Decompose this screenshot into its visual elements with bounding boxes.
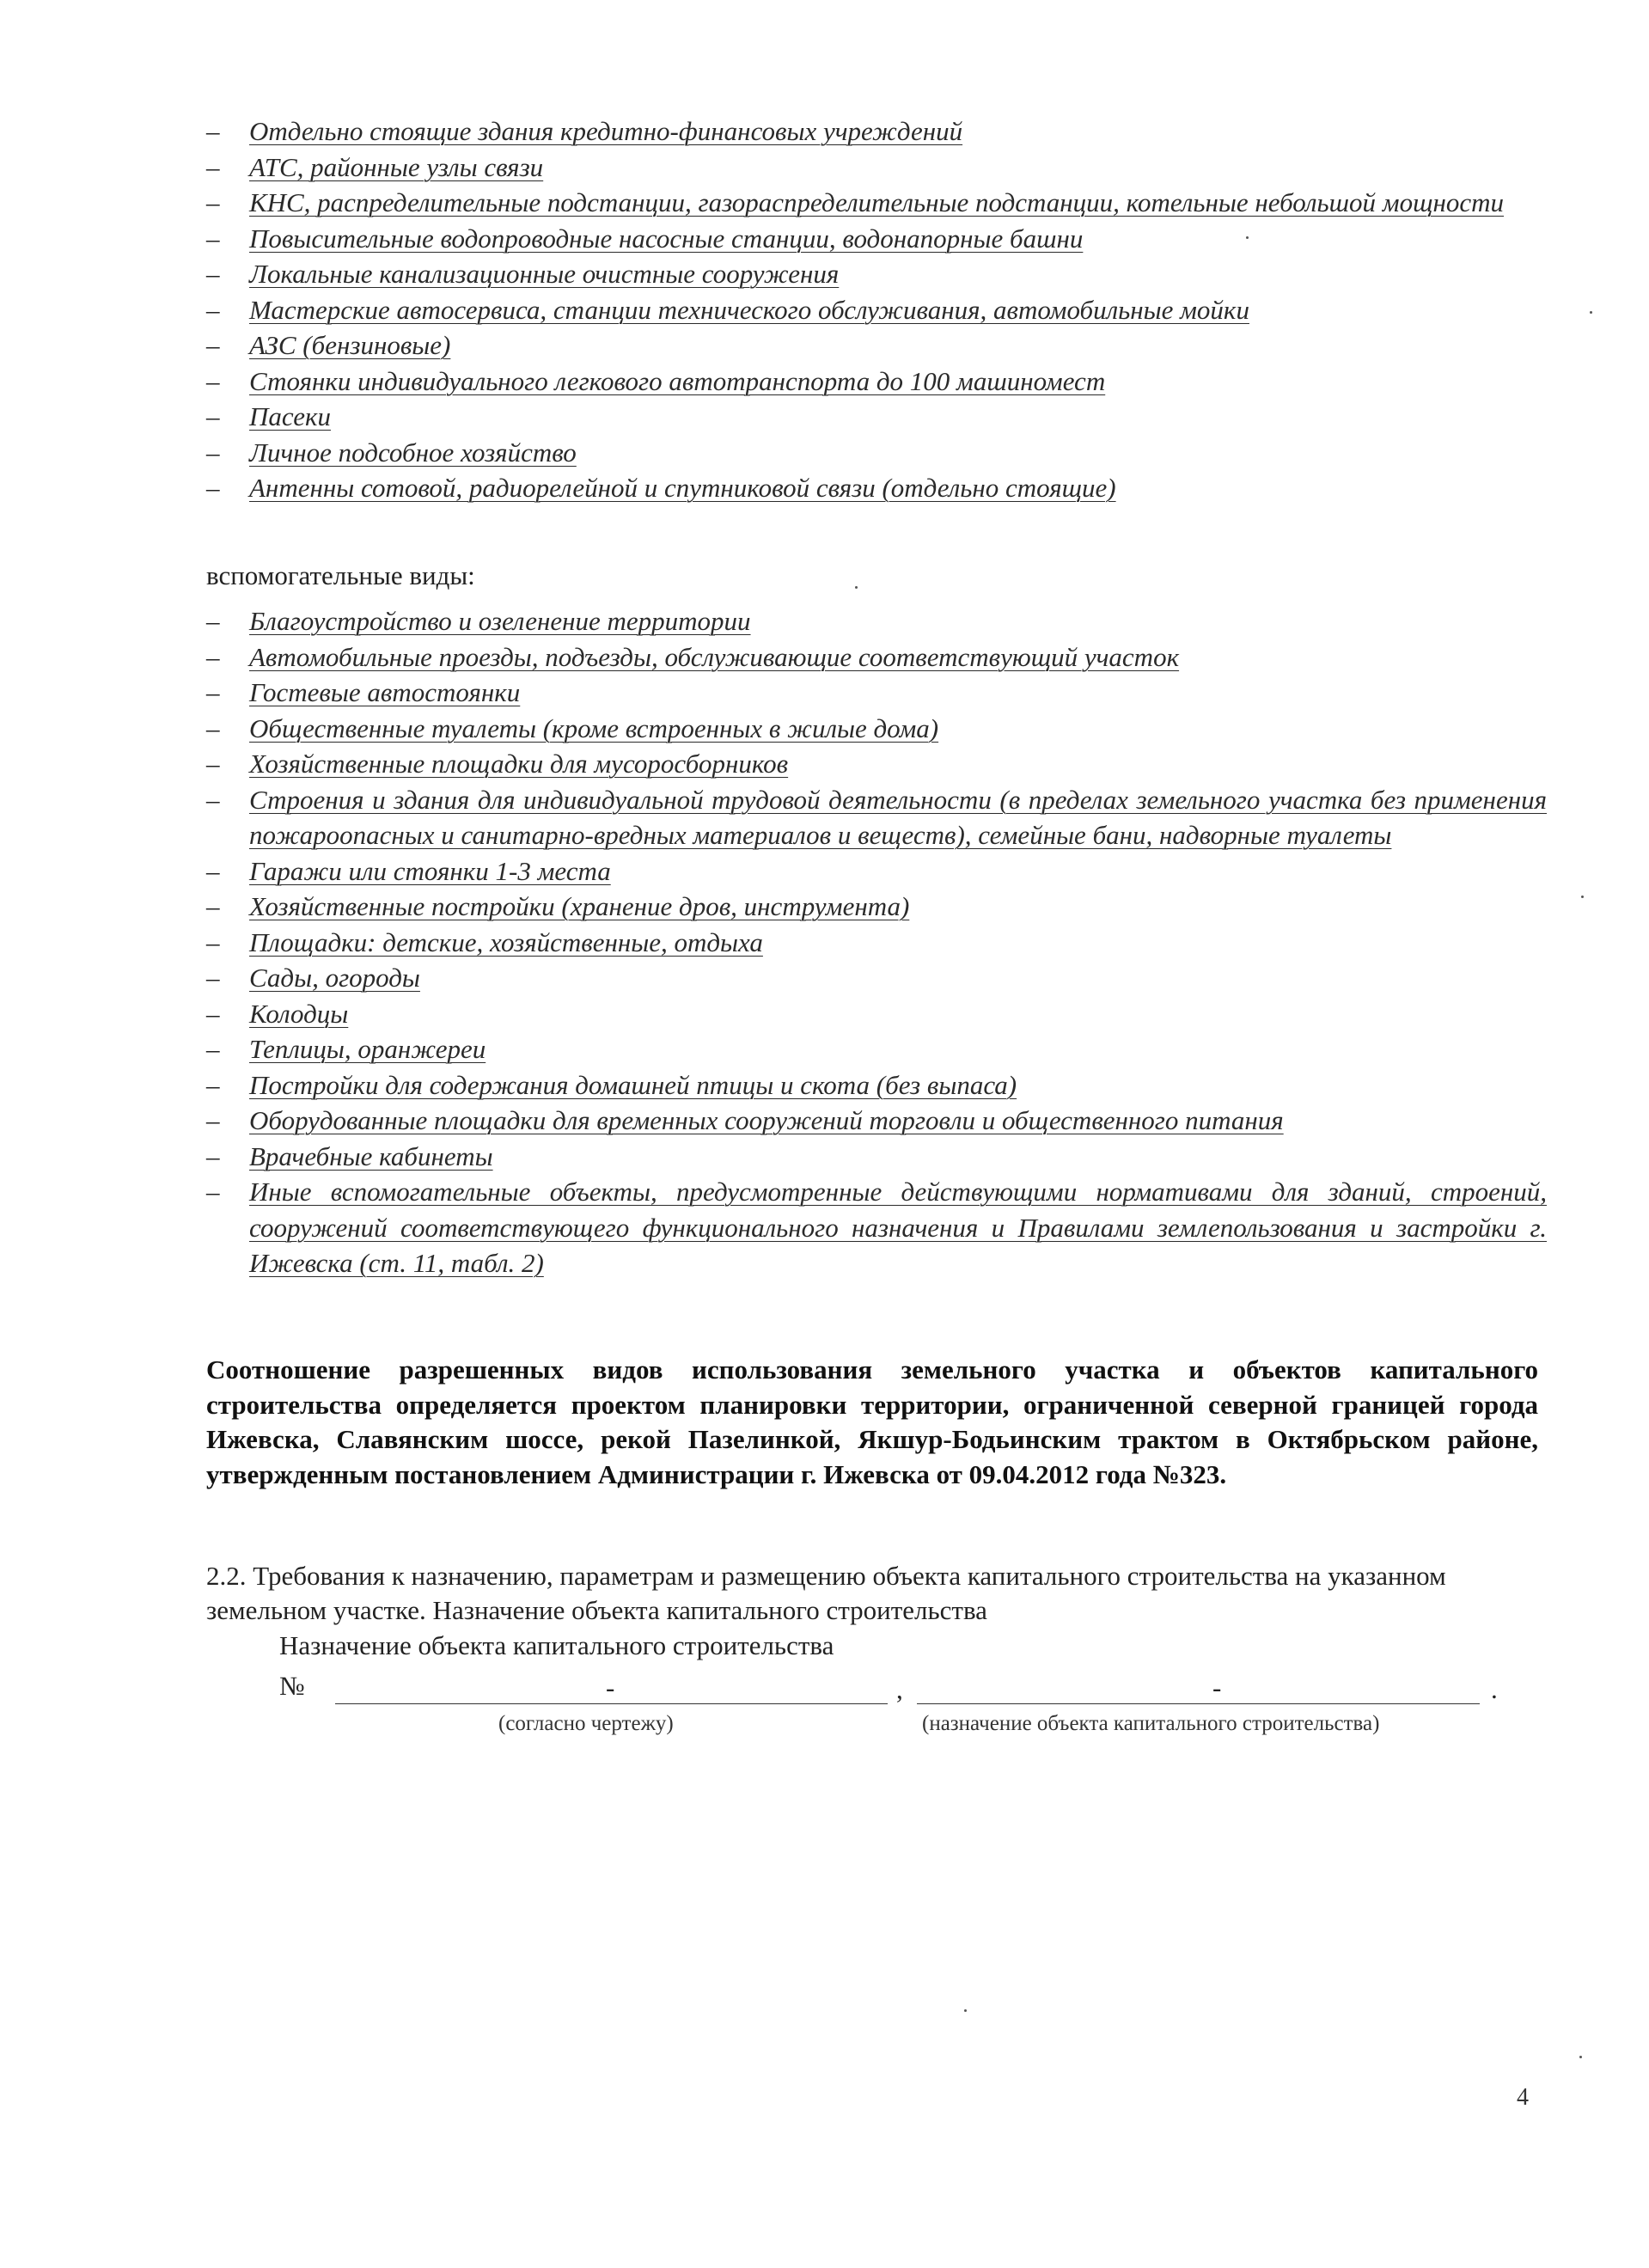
list-item — [206, 853, 1547, 889]
list-dash: – — [206, 223, 220, 254]
list-dash: – — [206, 294, 220, 325]
list-item-text: Иные вспомогательные объекты, предусмотренные действующими нормативами для зданий, строений, сооружений соответствующего функционального назначения и Правилами землепользования и застройки г. Ижевска (ст. 11, табл. 2) — [249, 1177, 1547, 1278]
aux-uses-heading: вспомогательные виды: — [206, 560, 475, 590]
list-dash: – — [206, 749, 220, 779]
list-item — [206, 1139, 1547, 1175]
list-dash: – — [206, 1069, 220, 1100]
list-item-text: Хозяйственные постройки (хранение дров, инструмента) — [249, 891, 910, 921]
list-dash: – — [206, 891, 220, 921]
list-dash: – — [206, 926, 220, 957]
blank-terminator: . — [1491, 1674, 1498, 1704]
scan-speck — [1581, 896, 1584, 898]
list-item — [206, 675, 1547, 711]
list-item — [206, 603, 1547, 639]
scan-speck — [855, 586, 858, 589]
list-dash: – — [206, 1140, 220, 1171]
list-dash: – — [206, 151, 220, 182]
list-item-text: Оборудованные площадки для временных сооружений торговли и общественного питания — [249, 1105, 1284, 1135]
list-item — [206, 889, 1547, 925]
list-dash: – — [206, 1105, 220, 1135]
list-item-text: Антенны сотовой, радиорелейной и спутниковой связи (отдельно стоящие) — [249, 473, 1116, 503]
list-dash: – — [206, 712, 220, 743]
list-dash: – — [206, 116, 220, 146]
list-dash: – — [206, 401, 220, 431]
list-item-text: Пасеки — [249, 401, 331, 431]
list-item — [206, 150, 1547, 186]
list-item-text: КНС, распределительные подстанции, газораспределительные подстанции, котельные небольшой мощности — [249, 187, 1504, 217]
list-item — [206, 435, 1547, 471]
list-item — [206, 711, 1547, 747]
list-item — [206, 925, 1547, 961]
list-dash: – — [206, 187, 220, 217]
list-item-text: Локальные канализационные очистные сооружения — [249, 259, 840, 289]
list-item-text: Гостевые автостоянки — [249, 677, 521, 707]
blank-tick-mark: - — [606, 1672, 615, 1703]
list-dash: – — [206, 473, 220, 503]
list-dash: – — [206, 365, 220, 396]
list-item — [206, 996, 1547, 1032]
scan-speck — [964, 2009, 967, 2012]
list-item-text: Общественные туалеты (кроме встроенных в жилые дома) — [249, 712, 939, 743]
list-item-text: Хозяйственные площадки для мусоросборников — [249, 749, 789, 779]
list-item — [206, 746, 1547, 782]
requirements-paragraph: 2.2. Требования к назначению, параметрам и размещению объекта капитального строительства на указанном земельном участке. Назначение объекта капитального строительства — [206, 1561, 1446, 1625]
list-item — [206, 256, 1547, 292]
list-item — [206, 1031, 1547, 1067]
list-dash: – — [206, 437, 220, 468]
list-dash: – — [206, 1177, 220, 1207]
list-item-text: Отдельно стоящие здания кредитно-финансовых учреждений — [249, 116, 963, 146]
list-item-text: Сады, огороды — [249, 963, 420, 993]
list-dash: – — [206, 641, 220, 672]
fill-in-row — [279, 1671, 1542, 1712]
list-dash: – — [206, 998, 220, 1029]
aux-use-list — [206, 603, 1547, 1281]
list-dash: – — [206, 784, 220, 815]
list-item-text: Колодцы — [249, 998, 349, 1029]
list-item-text: Теплицы, оранжереи — [249, 1034, 486, 1064]
list-item-text: АТС, районные узлы связи — [249, 151, 544, 182]
main-use-list — [206, 113, 1547, 506]
list-item — [206, 113, 1547, 150]
object-purpose-blank[interactable] — [917, 1703, 1480, 1704]
list-item-text: Благоустройство и озеленение территории — [249, 606, 751, 636]
scan-speck — [1579, 2056, 1582, 2058]
list-dash: – — [206, 606, 220, 636]
scan-speck — [1246, 236, 1249, 239]
list-item-text: Автомобильные проезды, подъезды, обслуживающие соответствующий участок — [249, 641, 1180, 672]
list-item-text: Строения и здания для индивидуальной трудовой деятельности (в пределах земельного участка без применения пожароопасных и санитарно-вредных материалов и веществ), семейные бани, надворные туалеты — [249, 784, 1547, 850]
list-item-text: Личное подсобное хозяйство — [249, 437, 577, 468]
blank-separator: , — [896, 1674, 903, 1704]
list-dash: – — [206, 677, 220, 707]
list-item — [206, 782, 1547, 853]
list-dash: – — [206, 855, 220, 886]
list-item-text: Постройки для содержания домашней птицы и скота (без выпаса) — [249, 1069, 1017, 1100]
list-item — [206, 327, 1547, 364]
list-item-text: Площадки: детские, хозяйственные, отдыха — [249, 926, 763, 957]
number-sign: № — [279, 1671, 305, 1701]
list-item-text: Повысительные водопроводные насосные станции, водонапорные башни — [249, 223, 1084, 254]
drawing-caption: (согласно чертежу) — [498, 1712, 674, 1735]
list-item — [206, 399, 1547, 435]
list-dash: – — [206, 330, 220, 360]
list-dash: – — [206, 259, 220, 289]
drawing-number-blank[interactable] — [335, 1703, 888, 1704]
list-item-text: Стоянки индивидуального легкового автотранспорта до 100 машиномест — [249, 365, 1106, 396]
list-item — [206, 221, 1547, 257]
purpose-caption: (назначение объекта капитального строительства) — [922, 1712, 1380, 1735]
blank-tick-mark: - — [1212, 1672, 1222, 1703]
list-dash: – — [206, 963, 220, 993]
list-item — [206, 364, 1547, 400]
list-item — [206, 1067, 1547, 1103]
list-item — [206, 1174, 1547, 1281]
page-number: 4 — [1517, 2084, 1529, 2111]
list-item — [206, 639, 1547, 676]
list-item — [206, 185, 1547, 221]
ratio-paragraph: Соотношение разрешенных видов использования земельного участка и объектов капитального строительства определяется проектом планировки территории, ограниченной северной границей города Ижевска, Славянским шоссе, рекой Пазелинкой, Якшур-Бодьинским трактом в Октябрьском районе, утвержденным постановлением Администрации г. Ижевска от 09.04.2012 года №323. — [206, 1354, 1538, 1489]
list-item-text: АЗС (бензиновые) — [249, 330, 451, 360]
list-item — [206, 470, 1547, 506]
list-item — [206, 1103, 1547, 1139]
list-item-text: Мастерские автосервиса, станции технического обслуживания, автомобильные мойки — [249, 294, 1249, 325]
list-item-text: Гаражи или стоянки 1-3 места — [249, 855, 611, 886]
list-item — [206, 960, 1547, 996]
list-dash: – — [206, 1034, 220, 1064]
list-item-text: Врачебные кабинеты — [249, 1140, 493, 1171]
scan-speck — [1590, 311, 1592, 314]
requirements-subheading: Назначение объекта капитального строительства — [279, 1630, 834, 1660]
list-item — [206, 292, 1547, 328]
